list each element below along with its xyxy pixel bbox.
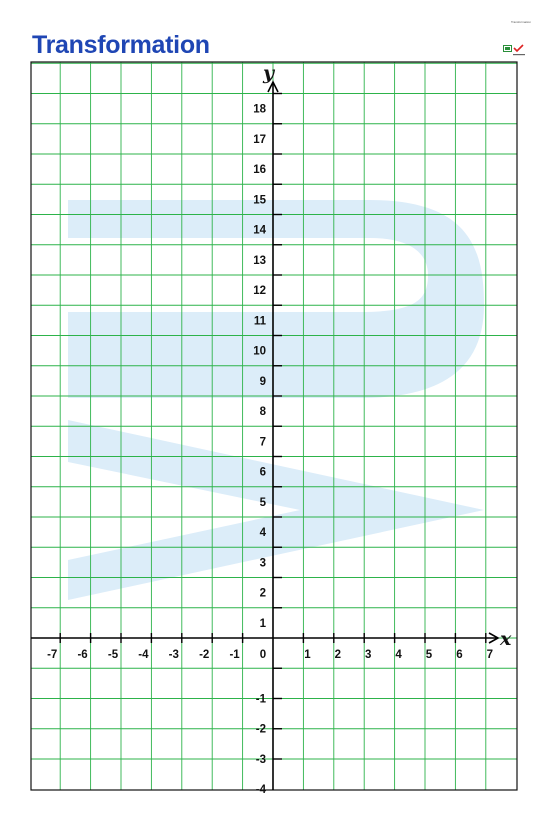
y-tick-label: 17 bbox=[253, 133, 266, 146]
y-tick-label: 15 bbox=[253, 194, 266, 207]
y-tick-label: 18 bbox=[253, 103, 266, 116]
x-tick-label: -6 bbox=[77, 649, 88, 661]
y-tick-label: 3 bbox=[259, 557, 266, 570]
watermark-lower-shape bbox=[68, 420, 484, 600]
y-tick-label: 12 bbox=[253, 285, 266, 297]
x-tick-label: 6 bbox=[456, 649, 463, 661]
x-tick-label: -4 bbox=[138, 649, 149, 661]
x-tick-label: 0 bbox=[259, 649, 267, 661]
y-tick-label: 8 bbox=[259, 406, 266, 418]
y-tick-label: 10 bbox=[253, 345, 266, 358]
x-tick-label: 4 bbox=[395, 649, 402, 661]
y-tick-label: 7 bbox=[259, 436, 266, 449]
y-tick-label: 1 bbox=[259, 617, 266, 630]
x-tick-label: -2 bbox=[199, 649, 210, 661]
y-tick-label: 2 bbox=[259, 587, 266, 600]
y-tick-label: 14 bbox=[253, 224, 266, 237]
header-caption: Transformation bbox=[510, 20, 531, 24]
x-axis-label: x bbox=[500, 628, 512, 650]
x-tick-label: 1 bbox=[304, 649, 311, 661]
x-tick-label: 3 bbox=[364, 649, 372, 661]
y-tick-label: 13 bbox=[253, 254, 266, 267]
y-tick-label: -2 bbox=[255, 723, 266, 736]
x-tick-label: -1 bbox=[229, 649, 240, 661]
y-tick-label: 4 bbox=[259, 527, 266, 539]
y-axis-label: y bbox=[263, 62, 275, 84]
y-tick-label: 5 bbox=[259, 496, 266, 509]
y-tick-label: 6 bbox=[259, 466, 266, 479]
y-tick-label: 11 bbox=[253, 315, 266, 328]
x-tick-label: -7 bbox=[47, 649, 58, 661]
x-tick-label: -3 bbox=[168, 649, 179, 661]
y-tick-label: 9 bbox=[259, 375, 266, 388]
page-title: Transformation bbox=[32, 31, 210, 59]
y-tick-label: 16 bbox=[253, 164, 266, 176]
watermark-logo bbox=[68, 200, 484, 600]
x-tick-label: 2 bbox=[334, 649, 342, 661]
x-tick-label: 5 bbox=[425, 649, 433, 661]
y-tick-label: -3 bbox=[255, 753, 266, 766]
y-tick-label: -4 bbox=[255, 784, 266, 796]
watermark-upper-shape bbox=[68, 200, 484, 398]
x-tick-label: 7 bbox=[486, 649, 494, 661]
x-tick-label: -5 bbox=[107, 649, 119, 661]
y-tick-label: -1 bbox=[255, 693, 266, 706]
